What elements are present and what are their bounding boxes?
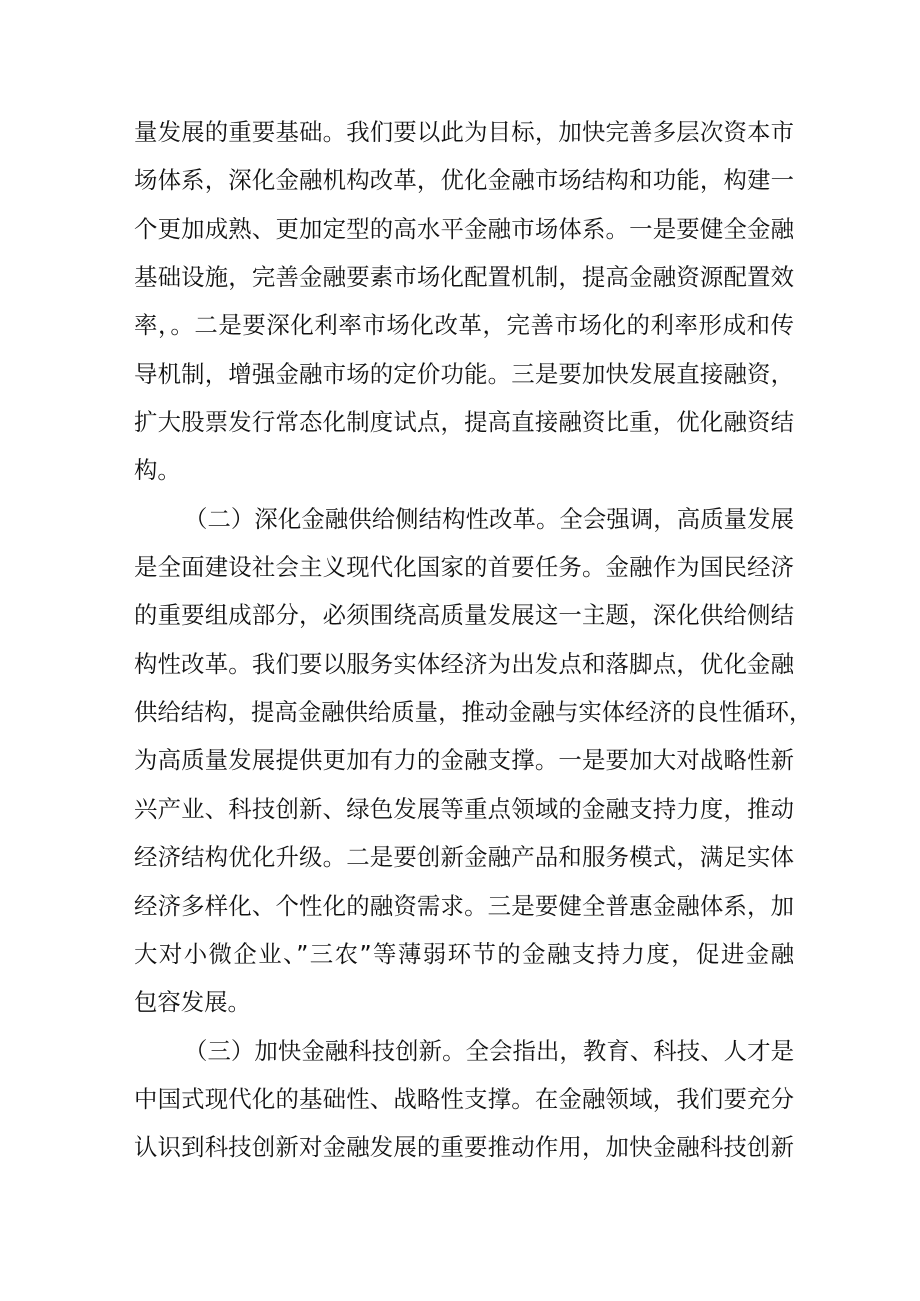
- text-line: 构性改革。我们要以服务实体经济为出发点和落脚点，优化金融: [134, 649, 794, 678]
- text-line: 个更加成熟、更加定型的高水平金融市场体系。一是要健全金融: [134, 214, 794, 243]
- text-line: 经济结构优化升级。二是要创新金融产品和服务模式，满足实体: [134, 843, 794, 872]
- document-body: [134, 108, 813, 1172]
- text-line: 量发展的重要基础。我们要以此为目标，加快完善多层次资本市: [134, 118, 794, 146]
- text-line: 构。: [134, 456, 181, 485]
- text-line: 导机制，增强金融市场的定价功能。三是要加快发展直接融资，: [134, 359, 794, 388]
- section-heading-line: （二）深化金融供给侧结构性改革。全会强调，高质量发展: [184, 504, 794, 533]
- text-line: 大对小微企业、”三农”等薄弱环节的金融支持力度，促进金融: [134, 939, 794, 968]
- text-line: 场体系，深化金融机构改革，优化金融市场结构和功能，构建一: [134, 166, 794, 195]
- section-heading-line: （三）加快金融科技创新。全会指出，教育、科技、人才是: [184, 1036, 794, 1065]
- text-line: 是全面建设社会主义现代化国家的首要任务。金融作为国民经济: [134, 553, 794, 582]
- text-line: 扩大股票发行常态化制度试点，提高直接融资比重，优化融资结: [134, 408, 794, 437]
- text-line: 认识到科技创新对金融发展的重要推动作用，加快金融科技创新: [134, 1133, 794, 1162]
- text-line: 为高质量发展提供更加有力的金融支撑。一是要加大对战略性新: [134, 746, 794, 775]
- text-line: 包容发展。: [134, 988, 251, 1017]
- text-line: 经济多样化、个性化的融资需求。三是要健全普惠金融体系，加: [134, 891, 794, 920]
- text-line: 兴产业、科技创新、绿色发展等重点领域的金融支持力度，推动: [134, 794, 794, 823]
- text-line: 的重要组成部分，必须围绕高质量发展这一主题，深化供给侧结: [134, 601, 794, 630]
- text-line: 率，。二是要深化利率市场化改革，完善市场化的利率形成和传: [134, 311, 794, 340]
- text-line: 基础设施，完善金融要素市场化配置机制，提高金融资源配置效: [134, 263, 794, 292]
- text-line: 中国式现代化的基础性、战略性支撑。在金融领域，我们要充分: [134, 1084, 794, 1113]
- text-line: 供给结构，提高金融供给质量，推动金融与实体经济的良性循环，: [134, 698, 813, 727]
